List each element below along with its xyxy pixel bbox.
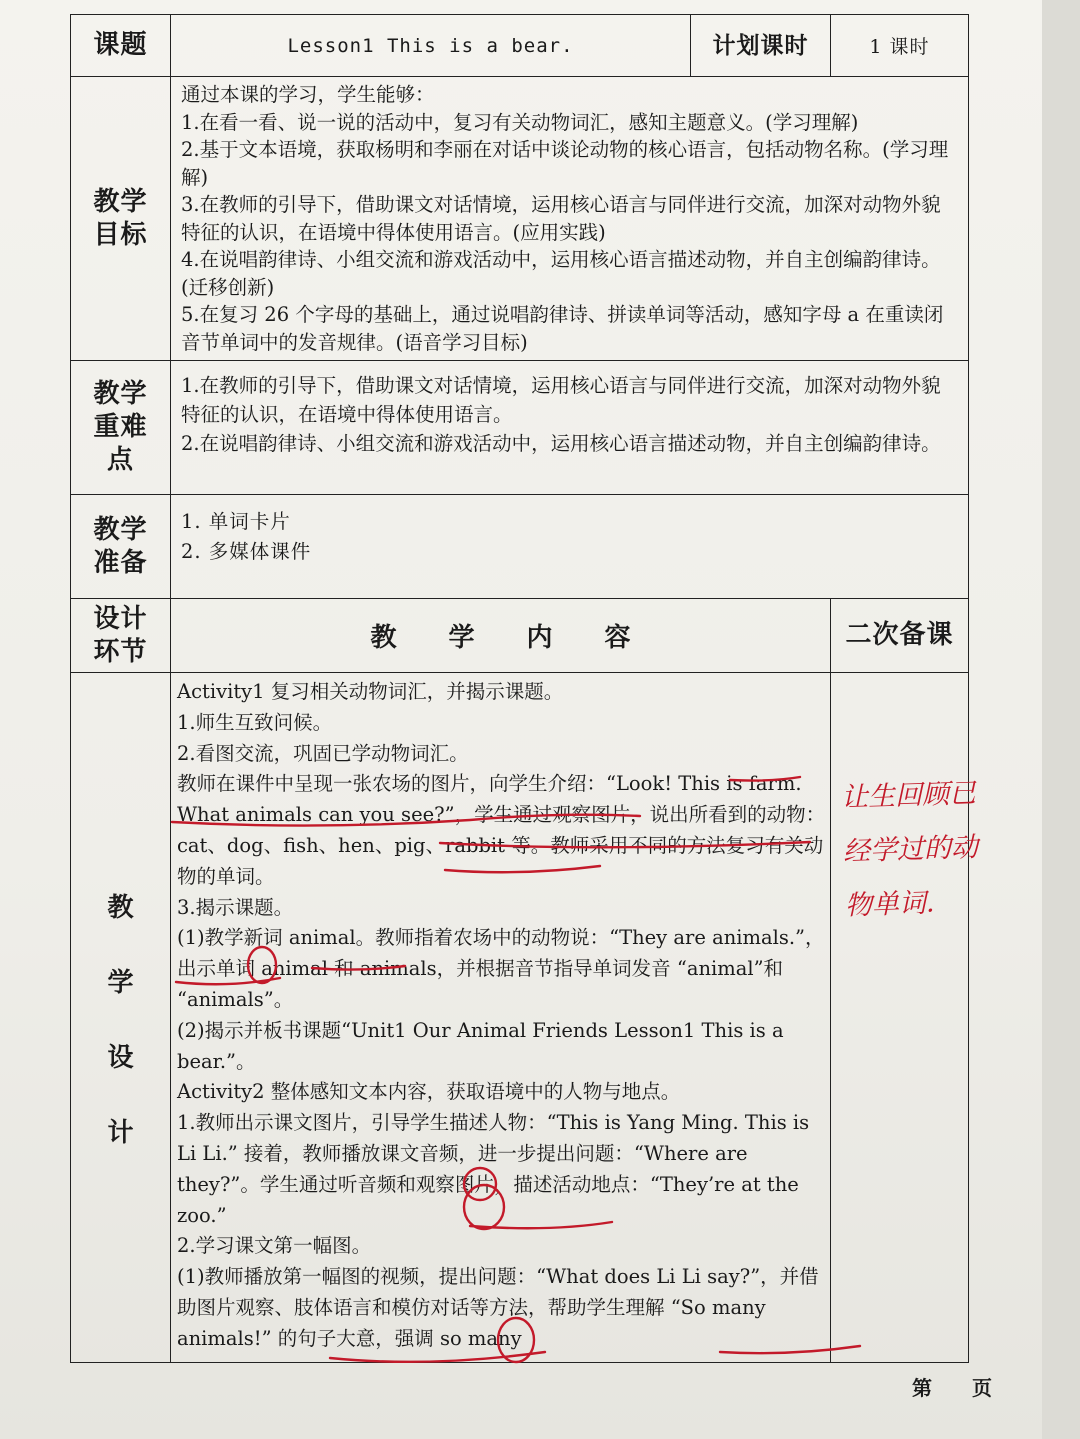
preparation-item: 2. 多媒体课件: [181, 540, 312, 563]
second-prep-cell: [831, 673, 979, 1363]
objective-line: 5.在复习 26 个字母的基础上，通过说唱韵律诗、拼读单词等活动，感知字母 a 在重读闭音节单词中的发音规律。(语音学习目标): [181, 303, 944, 354]
lesson-plan-table: [70, 14, 979, 1363]
design-line: 1.师生互致问候。: [177, 710, 333, 734]
design-line: 2.看图交流，巩固已学动物词汇。: [177, 741, 469, 765]
design-content: [171, 673, 831, 1363]
key-points-label: [71, 361, 171, 495]
handwritten-note: 让生回顾已经学过的动物单词.: [840, 777, 979, 922]
page-footer: [912, 1372, 1032, 1401]
content-label: 教学内容: [171, 599, 831, 673]
preparation-row: [71, 495, 969, 599]
background-strip: [1042, 0, 1080, 1439]
key-points-label-text: 教学重难点: [93, 379, 148, 475]
key-points-content: [171, 361, 969, 495]
design-row: [71, 673, 969, 1363]
page-label-prefix: 第: [912, 1376, 932, 1400]
preparation-label-text: 教学准备: [93, 514, 148, 578]
preparation-label: [71, 495, 171, 599]
objectives-content: [171, 77, 969, 361]
stage-label-text: 设计环节: [93, 603, 148, 667]
objective-line: 3.在教师的引导下，借助课文对话情境，运用核心语言与同伴进行交流，加深对动物外貌特征的认识，在语境中得体使用语言。(应用实践): [181, 193, 941, 244]
design-line: 2.学习课文第一幅图。: [177, 1234, 372, 1258]
design-label-char: 教: [107, 892, 134, 923]
topic-value: Lesson1 This is a bear.: [171, 15, 691, 77]
design-label-char: 学: [107, 967, 134, 998]
objective-line: 通过本课的学习，学生能够：: [181, 83, 435, 106]
design-line: 3.揭示课题。: [177, 895, 294, 919]
page-label-suffix: 页: [972, 1376, 992, 1400]
second-prep-label: 二次备课: [831, 599, 969, 673]
design-label: [71, 673, 171, 1363]
key-points-row: [71, 361, 969, 495]
design-line: (2)揭示并板书课题“Unit1 Our Animal Friends Lesson1 This is a bear.”。: [177, 1018, 784, 1073]
design-header-row: [71, 599, 969, 673]
design-line: 教师在课件中呈现一张农场的图片，向学生介绍：“Look! This is farm. What animals can you see?”，学生通过观察图片，说出所看到的动物：cat、dog、fish、hen、pig、rabbit 等。教师采用不同的方法复习有关动物的单词。: [177, 772, 826, 888]
design-line: 1.教师出示课文图片，引导学生描述人物：“This is Yang Ming. This is Li Li.” 接着，教师播放课文音频，进一步提出问题：“Where are they?”。学生通过听音频和观察图片，描述活动地点：“They’re at the zoo.”: [177, 1111, 810, 1227]
topic-label: 课题: [71, 15, 171, 77]
objectives-row: [71, 77, 969, 361]
design-label-char: 设: [107, 1042, 134, 1073]
design-label-char: 计: [107, 1117, 134, 1148]
key-point-line: 1.在教师的引导下，借助课文对话情境，运用核心语言与同伴进行交流，加深对动物外貌特征的认识，在语境中得体使用语言。: [181, 374, 941, 426]
design-line: Activity1 复习相关动物词汇，并揭示课题。: [177, 680, 564, 703]
design-line: (1)教学新词 animal。教师指着农场中的动物说：“They are animals.”，出示单词 animal 和 animals，并根据音节指导单词发音 “animal”和 “animals”。: [177, 926, 825, 1011]
stage-label: [71, 599, 171, 673]
planned-hours-value: 1 课时: [831, 15, 969, 77]
design-line: (1)教师播放第一幅图的视频，提出问题：“What does Li Li say?”，并借助图片观察、肢体语言和模仿对话等方法，帮助学生理解 “So many animals!” 的句子大意，强调 so many: [177, 1265, 819, 1350]
design-line: Activity2 整体感知文本内容，获取语境中的人物与地点。: [177, 1080, 681, 1104]
objective-line: 1.在看一看、说一说的活动中，复习有关动物词汇，感知主题意义。(学习理解): [181, 110, 859, 134]
objective-line: 4.在说唱韵律诗、小组交流和游戏活动中，运用核心语言描述动物，并自主创编韵律诗。(迁移创新): [181, 248, 941, 299]
objective-line: 2.基于文本语境，获取杨明和李丽在对话中谈论动物的核心语言，包括动物名称。(学习理解): [181, 138, 949, 189]
objectives-label: [71, 77, 171, 361]
preparation-content: [171, 495, 969, 599]
preparation-item: 1. 单词卡片: [181, 510, 291, 533]
topic-row: [71, 15, 969, 77]
planned-hours-label: 计划课时: [691, 15, 831, 77]
key-point-line: 2.在说唱韵律诗、小组交流和游戏活动中，运用核心语言描述动物，并自主创编韵律诗。: [181, 432, 941, 455]
objectives-label-text: 教学目标: [93, 186, 148, 250]
